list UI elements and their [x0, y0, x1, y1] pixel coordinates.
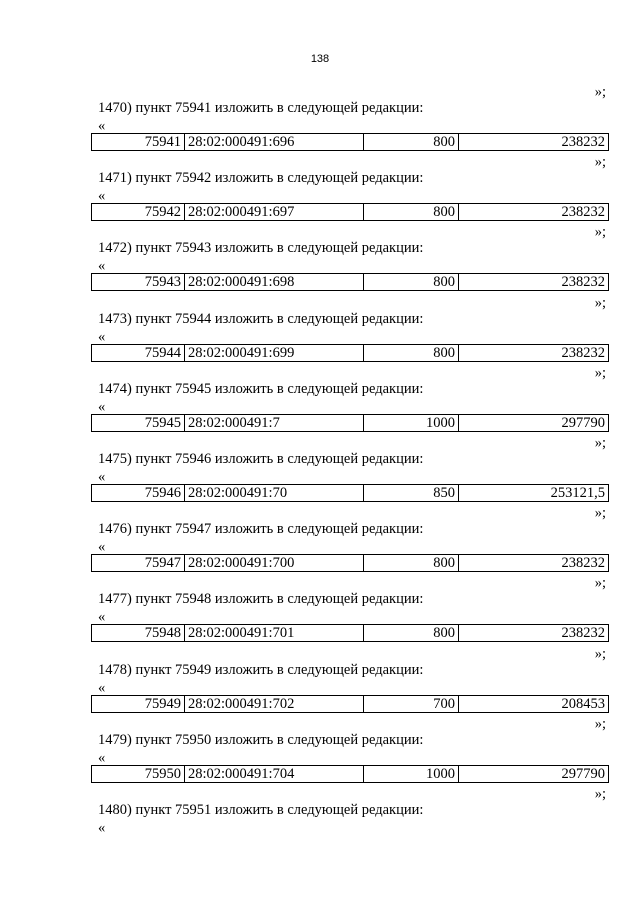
value-cell: 253121,5 — [459, 485, 609, 502]
opening-quote: « — [98, 398, 106, 415]
opening-quote: « — [98, 609, 106, 626]
closing-quote: »; — [594, 84, 606, 100]
closing-quote: »; — [594, 364, 606, 381]
item-number-cell: 75944 — [92, 344, 185, 361]
amendment-paragraph: 1474) пункт 75945 изложить в следующей редакции: — [98, 380, 424, 397]
item-number-cell: 75943 — [92, 274, 185, 291]
cadastral-number-cell: 28:02:000491:699 — [185, 344, 364, 361]
item-number-cell: 75945 — [92, 414, 185, 431]
amendment-paragraph: 1477) пункт 75948 изложить в следующей редакции: — [98, 591, 424, 608]
register-table-row — [91, 624, 609, 642]
opening-quote: « — [98, 118, 106, 134]
opening-quote: « — [98, 749, 106, 766]
cadastral-number-cell: 28:02:000491:698 — [185, 274, 364, 291]
amendment-paragraph: 1475) пункт 75946 изложить в следующей редакции: — [98, 451, 424, 467]
area-cell: 800 — [364, 204, 459, 221]
item-number-cell: 75948 — [92, 625, 185, 642]
amendment-paragraph: 1470) пункт 75941 изложить в следующей редакции: — [98, 100, 424, 116]
register-table-row — [91, 765, 609, 783]
opening-quote: « — [98, 820, 106, 836]
register-table-row — [91, 695, 609, 713]
cadastral-number-cell: 28:02:000491:70 — [185, 485, 364, 502]
closing-quote: »; — [594, 715, 606, 732]
area-cell: 1000 — [364, 414, 459, 431]
area-cell: 700 — [364, 695, 459, 712]
amendment-paragraph: 1473) пункт 75944 изложить в следующей редакции: — [98, 310, 424, 327]
cadastral-number-cell: 28:02:000491:697 — [185, 204, 364, 221]
amendment-paragraph: 1480) пункт 75951 изложить в следующей редакции: — [98, 802, 424, 818]
cadastral-number-cell: 28:02:000491:7 — [185, 414, 364, 431]
opening-quote: « — [98, 469, 106, 485]
value-cell: 238232 — [459, 204, 609, 221]
closing-quote: »; — [594, 154, 606, 171]
value-cell: 297790 — [459, 765, 609, 782]
cadastral-number-cell: 28:02:000491:704 — [185, 765, 364, 782]
closing-quote: »; — [594, 575, 606, 592]
item-number-cell: 75947 — [92, 555, 185, 572]
value-cell: 238232 — [459, 625, 609, 642]
area-cell: 800 — [364, 274, 459, 291]
amendment-paragraph: 1472) пункт 75943 изложить в следующей редакции: — [98, 240, 424, 257]
area-cell: 850 — [364, 485, 459, 502]
item-number-cell: 75950 — [92, 765, 185, 782]
cadastral-number-cell: 28:02:000491:701 — [185, 625, 364, 642]
value-cell: 238232 — [459, 274, 609, 291]
amendment-paragraph: 1471) пункт 75942 изложить в следующей редакции: — [98, 170, 424, 187]
closing-quote: »; — [594, 645, 606, 662]
cadastral-number-cell: 28:02:000491:702 — [185, 695, 364, 712]
value-cell: 208453 — [459, 695, 609, 712]
item-number-cell: 75949 — [92, 695, 185, 712]
value-cell: 238232 — [459, 555, 609, 572]
closing-quote: »; — [594, 435, 606, 451]
closing-quote: »; — [594, 786, 606, 802]
register-table-row — [91, 414, 609, 432]
register-table-row — [91, 203, 609, 221]
register-table-row — [91, 133, 609, 151]
closing-quote: »; — [594, 224, 606, 241]
register-table-row — [91, 554, 609, 572]
closing-quote: »; — [594, 294, 606, 311]
opening-quote: « — [98, 679, 106, 696]
item-number-cell: 75942 — [92, 204, 185, 221]
opening-quote: « — [98, 539, 106, 556]
register-table-row — [91, 344, 609, 362]
value-cell: 238232 — [459, 344, 609, 361]
amendment-paragraph: 1478) пункт 75949 изложить в следующей редакции: — [98, 661, 424, 678]
register-table-row — [91, 484, 609, 502]
item-number-cell: 75941 — [92, 134, 185, 151]
area-cell: 800 — [364, 344, 459, 361]
area-cell: 800 — [364, 555, 459, 572]
opening-quote: « — [98, 328, 106, 345]
value-cell: 238232 — [459, 134, 609, 151]
value-cell: 297790 — [459, 414, 609, 431]
register-table-row — [91, 273, 609, 291]
amendment-paragraph: 1476) пункт 75947 изложить в следующей редакции: — [98, 521, 424, 538]
cadastral-number-cell: 28:02:000491:700 — [185, 555, 364, 572]
page-number: 138 — [310, 53, 330, 65]
area-cell: 1000 — [364, 765, 459, 782]
cadastral-number-cell: 28:02:000491:696 — [185, 134, 364, 151]
opening-quote: « — [98, 188, 106, 205]
amendment-paragraph: 1479) пункт 75950 изложить в следующей редакции: — [98, 731, 424, 748]
area-cell: 800 — [364, 134, 459, 151]
opening-quote: « — [98, 258, 106, 275]
item-number-cell: 75946 — [92, 485, 185, 502]
closing-quote: »; — [594, 505, 606, 522]
area-cell: 800 — [364, 625, 459, 642]
